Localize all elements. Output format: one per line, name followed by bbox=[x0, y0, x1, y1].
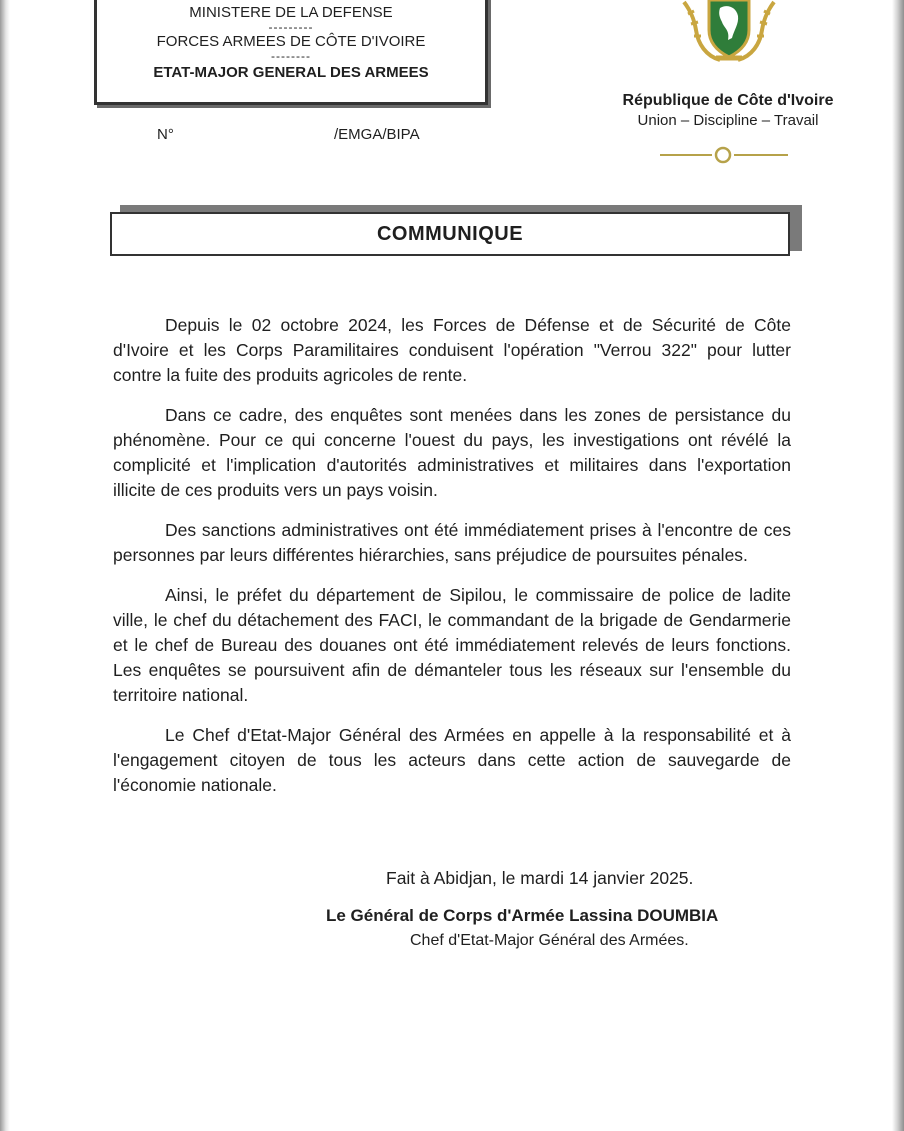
staff-name: ETAT-MAJOR GENERAL DES ARMEES bbox=[153, 64, 429, 81]
ornament-divider-icon bbox=[660, 143, 788, 167]
place-date: Fait à Abidjan, le mardi 14 janvier 2025. bbox=[386, 868, 694, 888]
body-paragraph-1: Depuis le 02 octobre 2024, les Forces de Défense et de Sécurité de Côte d'Ivoire et les Corps Paramilitaires conduisent l'opération "Verrou 322" pour lutter contre la fuite des produits agricoles de rente. bbox=[113, 315, 791, 385]
body-paragraph-2: Dans ce cadre, des enquêtes sont menées dans les zones de persistance du phénomène. Pour ce qui concerne l'ouest du pays, les investigations ont révélé la complicité et l'implication d'autorités administratives et militaires dans l'exportation illicite de ces produits vers un pays voisin. bbox=[113, 405, 791, 500]
republic-name: République de Côte d'Ivoire bbox=[622, 92, 834, 109]
republic-block bbox=[590, 91, 866, 130]
republic-motto: Union – Discipline – Travail bbox=[637, 112, 819, 129]
body-paragraph-5: Le Chef d'Etat-Major Général des Armées en appelle à la responsabilité et à l'engagement citoyen de tous les acteurs dans cette action de sauvegarde de l'économie nationale. bbox=[113, 725, 791, 795]
header-separator: -------- bbox=[271, 49, 311, 63]
body-paragraph-3: Des sanctions administratives ont été immédiatement prises à l'encontre de ces personnes par leurs différentes hiérarchies, sans préjudice de poursuites pénales. bbox=[113, 520, 791, 565]
header-separator: --------- bbox=[268, 20, 314, 34]
body-paragraph-4: Ainsi, le préfet du département de Sipilou, le commissaire de police de ladite ville, le chef du détachement des FACI, le commandant de la brigade de Gendarmerie et le chef de Bureau des douanes ont été immédiatement relevés de leurs fonctions. Les enquêtes se poursuivent afin de démanteler tous les réseaux sur l'ensemble du territoire national. bbox=[113, 585, 791, 705]
reference-number-label: N° bbox=[157, 126, 174, 143]
ministry-header-box bbox=[94, 0, 488, 105]
communique-body bbox=[113, 313, 791, 813]
document-title: COMMUNIQUE bbox=[110, 212, 790, 256]
signatory-name: Le Général de Corps d'Armée Lassina DOUMBIA bbox=[326, 906, 719, 925]
scan-edge-left bbox=[0, 0, 10, 1131]
reference-code: /EMGA/BIPA bbox=[334, 126, 420, 143]
ministry-name: MINISTERE DE LA DEFENSE bbox=[189, 4, 393, 21]
scan-edge-right bbox=[892, 0, 904, 1131]
signatory-title: Chef d'Etat-Major Général des Armées. bbox=[410, 932, 689, 949]
coat-of-arms-icon bbox=[676, 0, 782, 64]
forces-name: FORCES ARMEES DE CÔTE D'IVOIRE bbox=[156, 33, 426, 50]
